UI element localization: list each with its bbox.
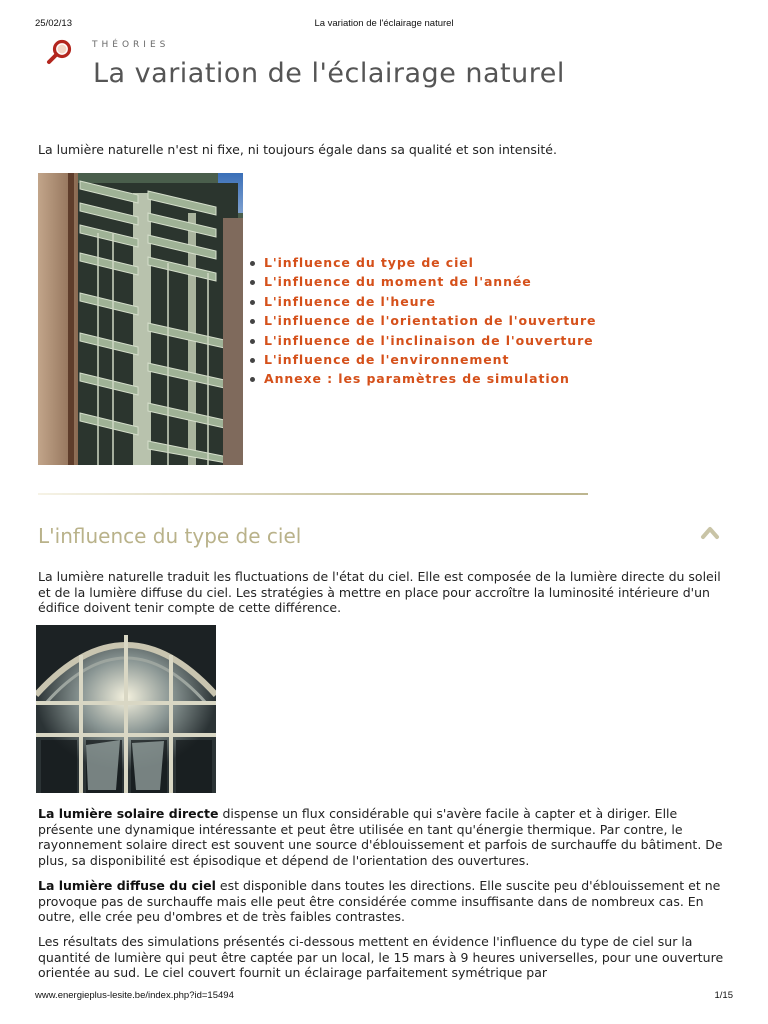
chevron-up-icon[interactable] bbox=[698, 521, 722, 545]
table-of-contents bbox=[248, 253, 596, 389]
arched-window-photo bbox=[36, 625, 216, 793]
magnifier-icon bbox=[45, 38, 75, 68]
print-header bbox=[35, 18, 733, 32]
toc-link-inclinaison[interactable]: L'influence de l'inclinaison de l'ouverture bbox=[248, 331, 596, 350]
toc-link-heure[interactable]: L'influence de l'heure bbox=[248, 292, 596, 311]
term-lumiere-diffuse: La lumière diffuse du ciel bbox=[38, 878, 216, 893]
term-lumiere-directe: La lumière solaire directe bbox=[38, 806, 219, 821]
paragraph-resultats-simulations: Les résultats des simulations présentés ci-dessous mettent en évidence l'influence du type de ciel sur la quantité de lumière qui peut être captée par un local, le 15 mars à 9 heures universelles, pour une ouverture orientée au sud. Le ciel couvert fournit un éclairage parfaitement symétrique par bbox=[38, 934, 724, 980]
facade-louvres-photo bbox=[38, 173, 243, 465]
paragraph-lumiere-diffuse-text: est disponible dans toutes les directions. Elle suscite peu d'éblouissement et ne provoque pas de surchauffe mais elle peut être considérée comme insuffisante dans de nombreux cas. En outre, elle crée peu d'ombres et de très faibles contrastes. bbox=[38, 878, 721, 924]
section-tag: THÉORIES bbox=[92, 40, 170, 50]
paragraph-intro-ciel: La lumière naturelle traduit les fluctuations de l'état du ciel. Elle est composée de la lumière directe du soleil et de la lumière diffuse du ciel. Les stratégies à mettre en place pour accroître la luminosité intérieure d'un édifice doivent tenir compte de cette différence. bbox=[38, 569, 721, 615]
toc-link-type-de-ciel[interactable]: L'influence du type de ciel bbox=[248, 253, 596, 272]
print-document-title: La variation de l'éclairage naturel bbox=[314, 18, 454, 29]
paragraph-lumiere-directe bbox=[38, 806, 728, 868]
toc-link-annexe[interactable]: Annexe : les paramètres de simulation bbox=[248, 369, 596, 388]
toc-link-moment-annee[interactable]: L'influence du moment de l'année bbox=[248, 272, 596, 291]
page-title: La variation de l'éclairage naturel bbox=[93, 58, 565, 89]
print-date: 25/02/13 bbox=[35, 18, 72, 29]
paragraph-lumiere-directe-text: dispense un flux considérable qui s'avère facile à capter et à diriger. Elle présente une dynamique intéressante et peut être utilisée en tant qu'énergie thermique. Par contre, le rayonnement solaire direct est souvent une source d'éblouissement et parfois de surchauffe du bâtiment. De plus, sa disponibilité est épisodique et dépend de l'orientation des ouvertures. bbox=[38, 806, 723, 868]
page-number: 1/15 bbox=[714, 990, 733, 1001]
section-divider bbox=[38, 493, 588, 495]
intro-text: La lumière naturelle n'est ni fixe, ni toujours égale dans sa qualité et son intensité. bbox=[38, 142, 557, 157]
toc-link-orientation[interactable]: L'influence de l'orientation de l'ouverture bbox=[248, 311, 596, 330]
print-footer bbox=[35, 990, 733, 1004]
print-url: www.energieplus-lesite.be/index.php?id=15494 bbox=[35, 990, 234, 1001]
section-heading: L'influence du type de ciel bbox=[38, 524, 302, 548]
paragraph-lumiere-diffuse bbox=[38, 878, 728, 925]
toc-link-environnement[interactable]: L'influence de l'environnement bbox=[248, 350, 596, 369]
